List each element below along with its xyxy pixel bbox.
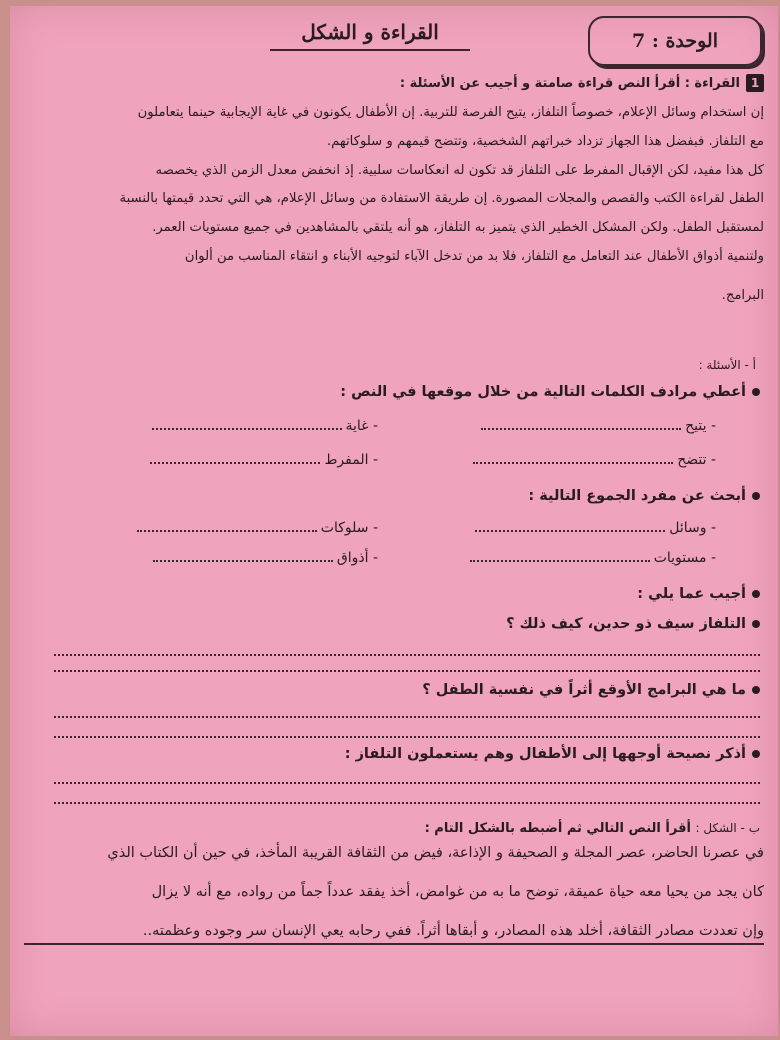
answer-line[interactable] xyxy=(54,670,760,672)
synonym-item xyxy=(481,418,716,434)
answer-question-text: أجيب عما يلي : xyxy=(637,586,746,602)
passage-line: في عصرنا الحاضر، عصر المجلة و الصحيفة و الإذاعة، فيض من الثقافة القريبة المأخذ، في حين أن الكتاب الذي xyxy=(107,845,764,861)
synonym-word: - غاية xyxy=(345,418,378,434)
singular-item xyxy=(475,520,716,536)
passage-line: لمستقبل الطفل. ولكن المشكل الخطير الذي يتميز به التلفاز، هو أنه يلتقي بالمشاهدين في جميع مستويات العمر. xyxy=(152,220,764,236)
synonym-word: - المفرط xyxy=(324,452,378,468)
synonym-item xyxy=(473,452,716,468)
bullet-icon xyxy=(752,492,760,500)
diacritics-section-label: ب - الشكل : xyxy=(695,821,760,835)
synonyms-question-text: أعطي مرادف الكلمات التالية من خلال موقعها في النص : xyxy=(340,384,746,400)
synonym-word: - تتضح xyxy=(677,452,716,468)
bullet-icon xyxy=(752,620,760,628)
synonym-answer-blank[interactable] xyxy=(473,460,673,464)
diacritics-instruction: أقرأ النص التالي ثم أضبطه بالشكل التام : xyxy=(424,821,691,836)
singular-item xyxy=(153,550,378,566)
plural-word: - وسائل xyxy=(669,520,716,536)
plural-word: - مستويات xyxy=(653,550,716,566)
singular-question-text: أبحث عن مفرد الجموع التالية : xyxy=(528,488,746,504)
question-item-text: أذكر نصيحة أوجهها إلى الأطفال وهم يستعملون التلفاز : xyxy=(344,746,746,762)
singular-answer-blank[interactable] xyxy=(475,528,665,532)
answer-line[interactable] xyxy=(54,736,760,738)
question-item xyxy=(506,616,760,632)
bullet-icon xyxy=(752,388,760,396)
singular-answer-blank[interactable] xyxy=(137,528,317,532)
bullet-icon xyxy=(752,686,760,694)
question-item-text: ما هي البرامج الأوقع أثراً في نفسية الطفل ؟ xyxy=(422,682,746,698)
singular-question xyxy=(528,488,760,504)
plural-word: - سلوكات xyxy=(320,520,378,536)
section-number-badge: 1 xyxy=(746,74,764,92)
unit-label: الوحدة : 7 xyxy=(588,16,762,66)
diacritics-passage xyxy=(24,834,764,951)
section-divider xyxy=(24,943,764,945)
synonym-answer-blank[interactable] xyxy=(481,426,681,430)
singular-answer-blank[interactable] xyxy=(470,558,650,562)
passage-line: مع التلفاز. فبفضل هذا الجهاز تزداد خبراتهم الشخصية، وتتضح قيمهم و سلوكاتهم. xyxy=(326,133,764,149)
reading-passage xyxy=(24,99,764,311)
synonym-answer-blank[interactable] xyxy=(150,460,320,464)
singular-answer-blank[interactable] xyxy=(153,558,333,562)
question-item-text: التلفاز سيف ذو حدين، كيف ذلك ؟ xyxy=(506,616,746,632)
passage-line: ولتنمية أذواق الأطفال عند التعامل مع التلفاز، فلا بد من تدخل الآباء لتوجيه الأبناء و انتقاء المناسب من ألوان xyxy=(184,248,764,264)
passage-line: كل هذا مفيد، لكن الإقبال المفرط على التلفاز قد تكون له انعكاسات سلبية. إذ انخفض معدل الزمن الذي يخصصه xyxy=(155,162,764,178)
reading-instruction: القراءة : أقرأ النص قراءة صامتة و أجيب عن الأسئلة : xyxy=(399,75,740,91)
questions-label: أ - الأسئلة : xyxy=(698,358,756,372)
answer-question xyxy=(637,586,760,602)
synonyms-question xyxy=(340,384,760,400)
question-item xyxy=(422,682,760,698)
reading-section-heading xyxy=(34,74,764,92)
passage-line: وإن تعددت مصادر الثقافة، أخلد هذه المصادر، و أبقاها أثراً. ففي رحابه يعي الإنسان سر وجوده وعظمته.. xyxy=(142,923,764,939)
singular-item xyxy=(137,520,378,536)
passage-line: البرامج. xyxy=(721,287,764,303)
plural-word: - أذواق xyxy=(336,550,378,566)
answer-line[interactable] xyxy=(54,782,760,784)
title-underline xyxy=(270,49,470,51)
passage-line: إن استخدام وسائل الإعلام، خصوصاً التلفاز، يتيح الفرصة للتربية. إن الأطفال يكونون في غاية الإيجابية حينما يتعاملون xyxy=(137,105,764,120)
question-item xyxy=(345,746,760,762)
singular-item xyxy=(470,550,716,566)
answer-line[interactable] xyxy=(54,802,760,804)
synonym-answer-blank[interactable] xyxy=(152,426,342,430)
synonym-word: - يتيح xyxy=(685,418,716,434)
synonym-item xyxy=(152,418,379,434)
passage-line: كان يجد من يحيا معه حياة عميقة، توضح ما به من غوامض، أخذ يفقد عدداً جماً من رواده، مع أنه لا يزال xyxy=(151,884,764,900)
page-title: القراءة و الشكل xyxy=(301,20,439,44)
worksheet-page xyxy=(10,6,778,1036)
answer-line[interactable] xyxy=(54,654,760,656)
synonym-item xyxy=(150,452,378,468)
answer-line[interactable] xyxy=(54,716,760,718)
passage-line: الطفل لقراءة الكتب والقصص والمجلات المصورة. إن طريقة الاستفادة من وسائل الإعلام، هي التي تحدد قيمتها بالنسبة xyxy=(119,191,764,207)
bullet-icon xyxy=(752,590,760,598)
bullet-icon xyxy=(752,750,760,758)
